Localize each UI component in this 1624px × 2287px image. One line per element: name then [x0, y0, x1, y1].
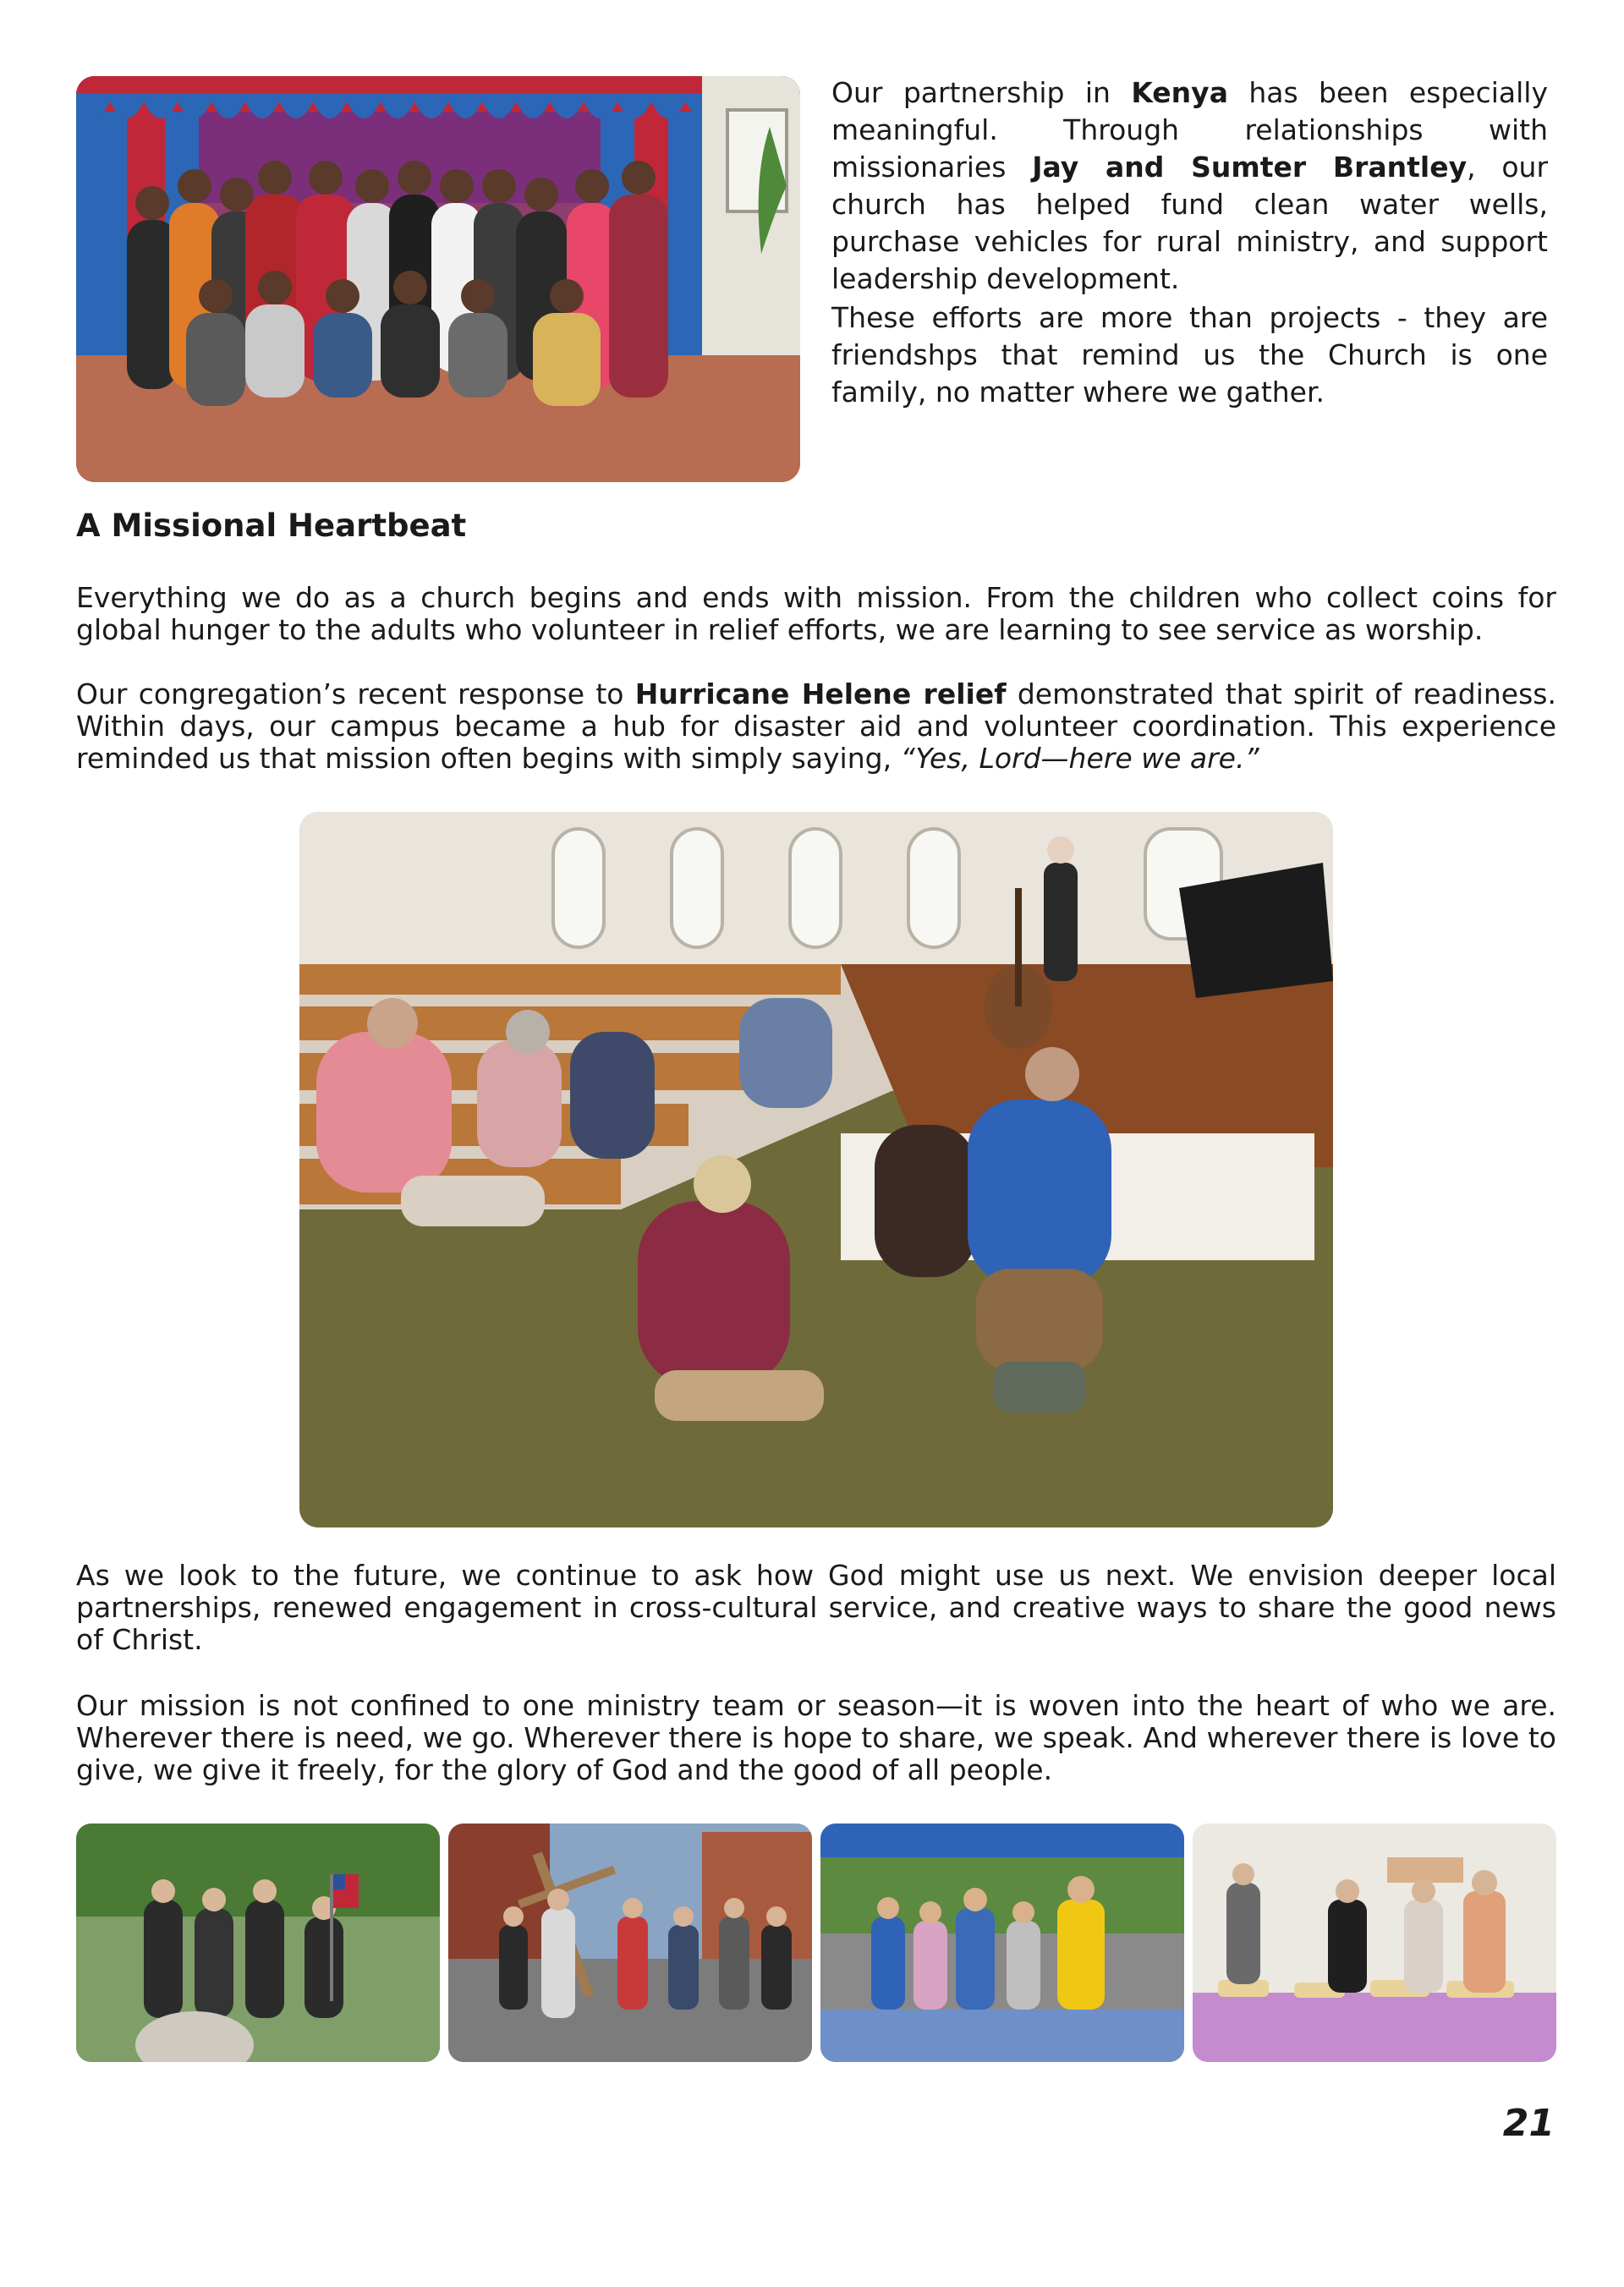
food-table-photo: [1193, 1824, 1556, 2062]
prayer-altar-photo: [299, 812, 1333, 1527]
kenya-group-photo: [76, 76, 800, 482]
missional-paragraph-2: Our congregation’s recent response to Hurricane Helene relief demonstrated that spirit of readiness. Within days, our campus became a hub for disaster aid and volunteer coordination. This experience reminded us that mission often begins with simply saying, “Yes, Lord—here we are.”: [76, 677, 1556, 775]
kenya-paragraph-2: These efforts are more than projects - they are friendshps that remind us the Church is one family, no matter where we gather.: [831, 301, 1548, 409]
missional-paragraph-4: Our mission is not confined to one ministry team or season—it is woven into the heart of who we are. Wherever there is need, we go. Wherever there is hope to share, we speak. And wherever there is love to give, we give it freely, for the glory of God and the good of all people.: [76, 1689, 1556, 1786]
outdoor-service-photo: [76, 1824, 440, 2062]
missional-paragraph-1: Everything we do as a church begins and ends with mission. From the children who collect coins for global hunger to the adults who volunteer in relief efforts, we are learning to see service as worship.: [76, 581, 1556, 646]
kenya-paragraph-1: Our partnership in Kenya has been especially meaningful. Through relationships with missionaries Jay and Sumter Brantley, our church has helped fund clean water wells, purchase vehicles for rural ministry, and support leadership development.: [831, 76, 1549, 295]
outdoor-tent-event-photo: [820, 1824, 1184, 2062]
page-number: 21: [1502, 2102, 1555, 2145]
missional-paragraph-3: As we look to the future, we continue to ask how God might use us next. We envision deeper local partnerships, renewed engagement in cross-cultural service, and creative ways to share the good news of Christ.: [76, 1559, 1556, 1656]
cross-walk-photo: [448, 1824, 812, 2062]
section-heading: A Missional Heartbeat: [76, 507, 467, 544]
